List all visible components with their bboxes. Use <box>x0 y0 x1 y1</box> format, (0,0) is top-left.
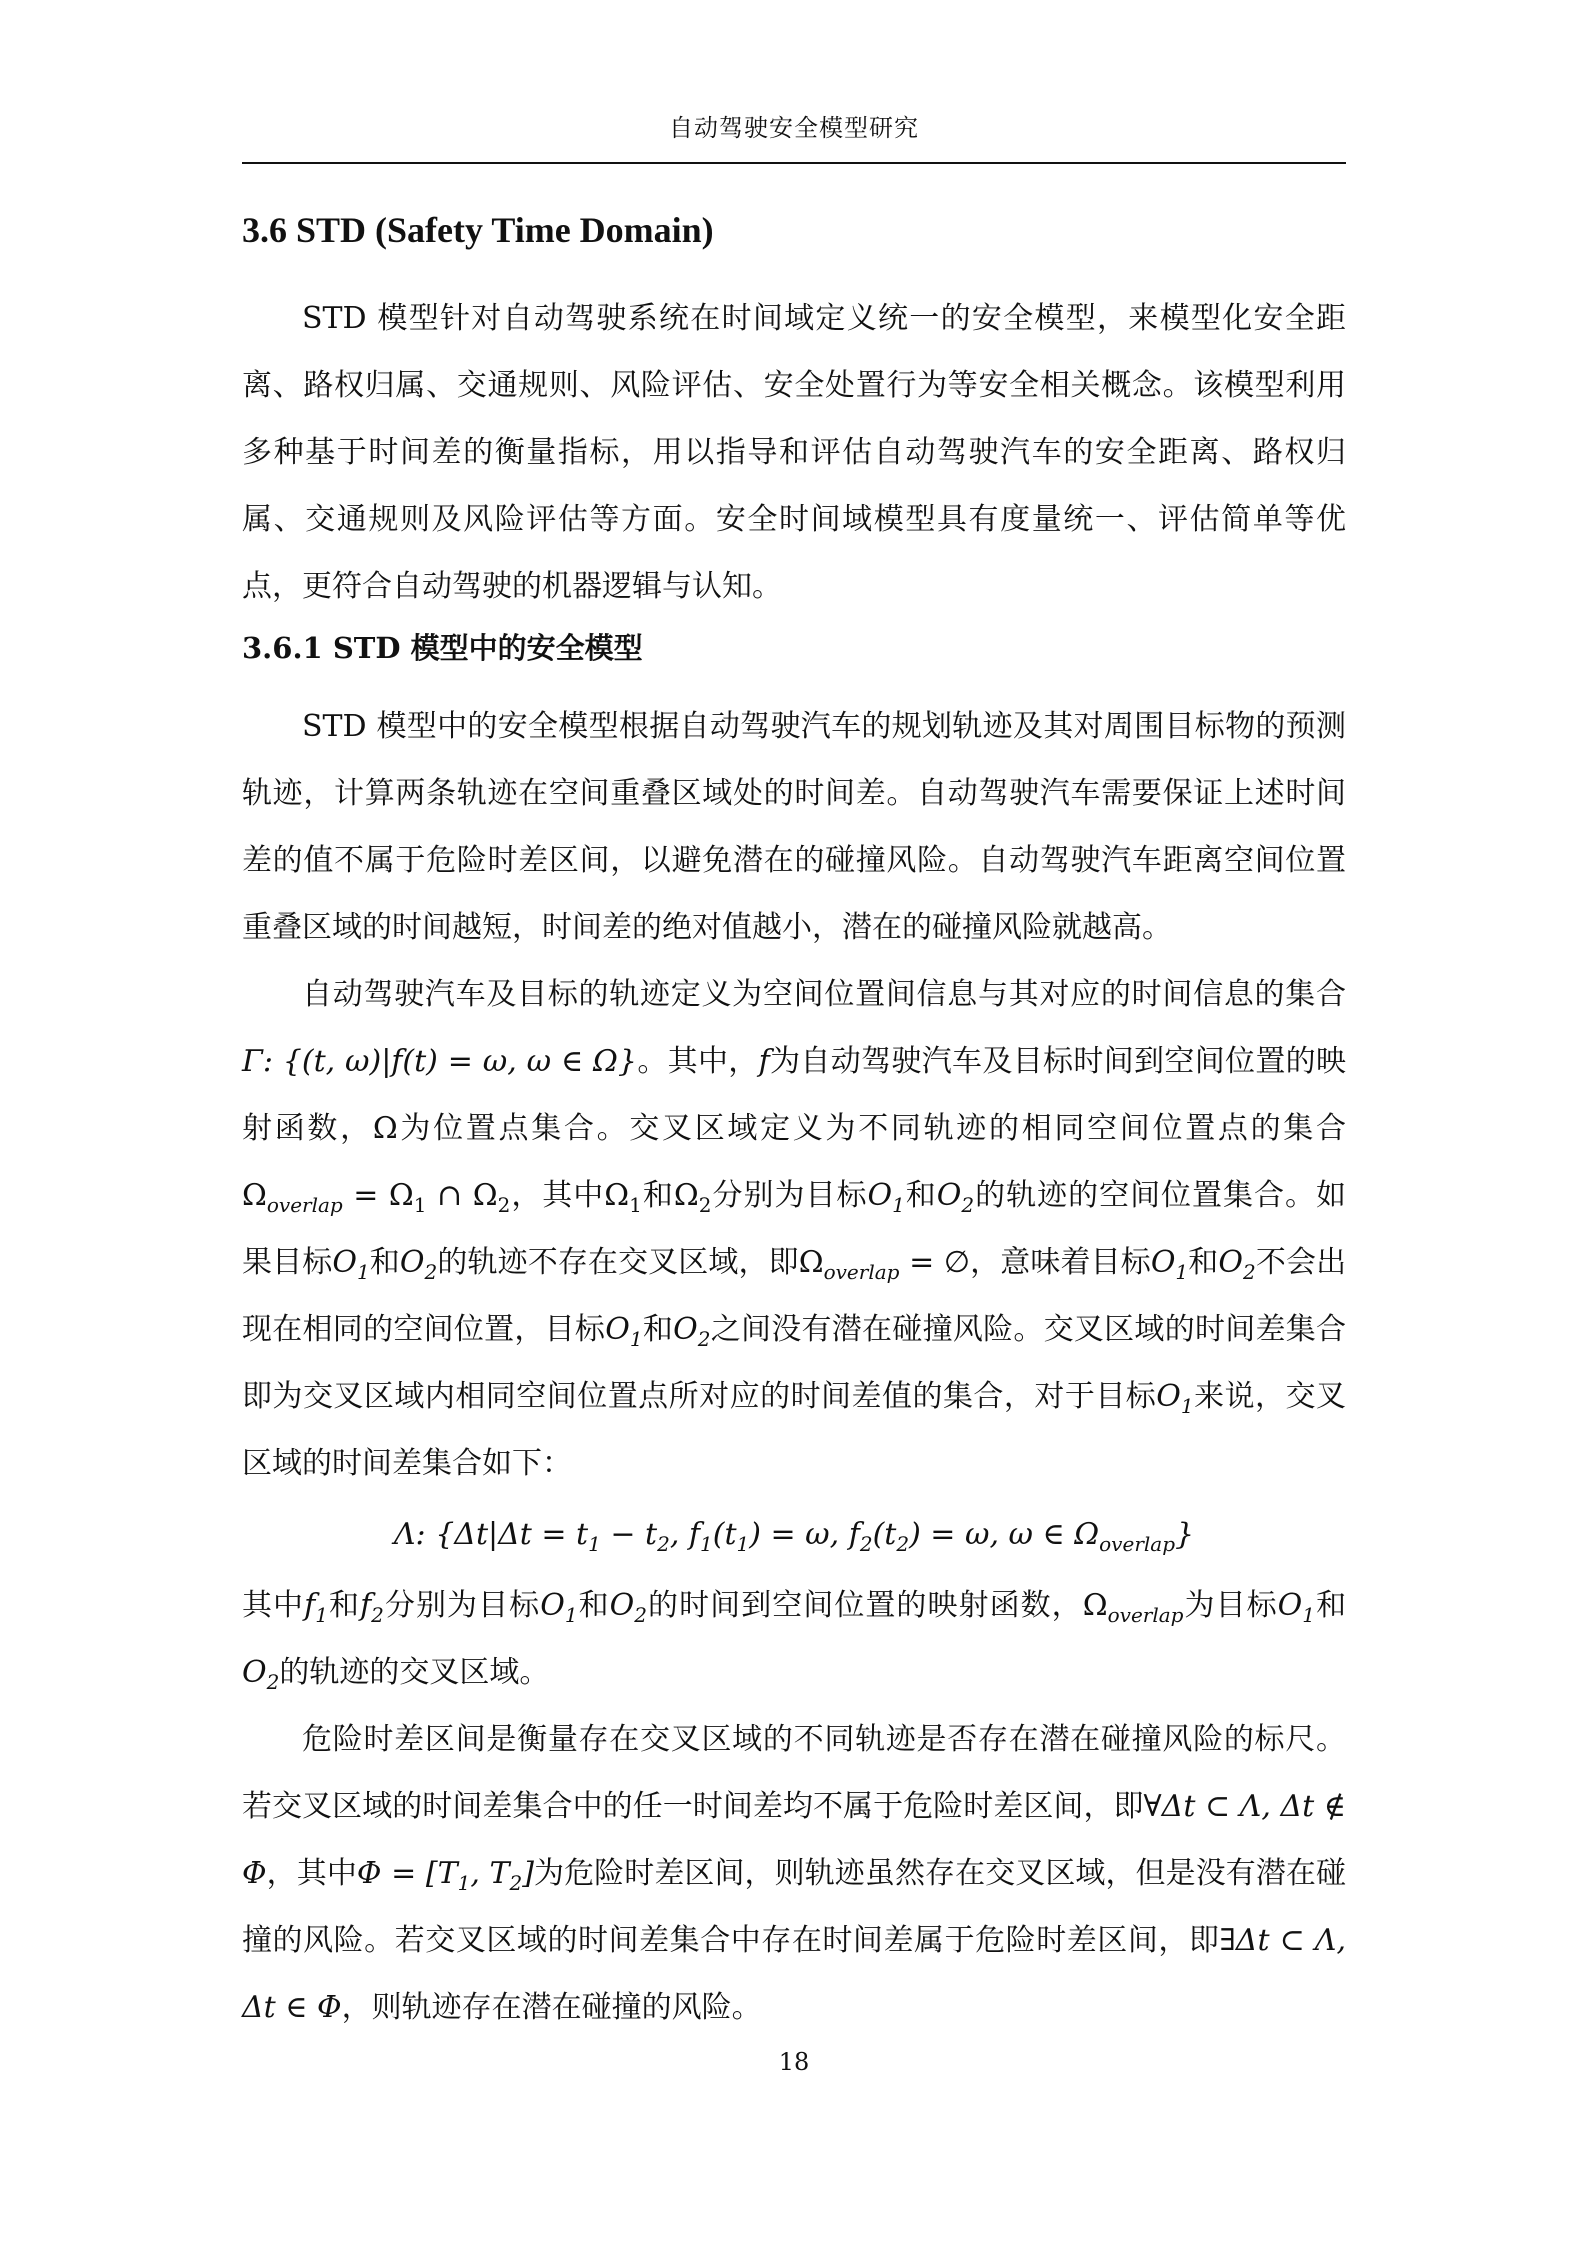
mapping-function-paragraph: 其中$f_1$和$f_2$分别为目标$O_1$和$O_2$的时间到空间位置的映射函数，$\Omega_{overlap}$为目标$O_1$和$O_2$的轨迹的交叉区域。 <box>242 1588 1347 1694</box>
danger-interval-paragraph: 危险时差区间是衡量存在交叉区域的不同轨迹是否存在潜在碰撞风险的标尺。若交叉区域的时间差集合中的任一时间差均不属于危险时差区间，即∀Δt ⊂ Λ, Δt ∉ Φ，其中$\Phi = [T_1$, $T_2$]为危险时差区间，则轨迹虽然存在交叉区域，但是没有潜在碰撞的风险。若交叉区域的时间差集合中存在时间差属于危险时差区间，即∃Δt ⊂ Λ, Δt ∈ Φ，则轨迹存在潜在碰撞的风险。 <box>242 1722 1346 2025</box>
overlap-formula: $\Omega_{overlap} = \Omega_1$ ∩ $\Omega_2$ <box>242 1178 511 1217</box>
section-heading: 3.6 STD (Safety Time Domain) <box>242 210 714 250</box>
trajectory-set-formula: Γ: {(t, ω)|f(t) = ω, ω ∈ Ω} <box>242 1044 637 1079</box>
subsection-paragraph-1: STD 模型中的安全模型根据自动驾驶汽车的规划轨迹及其对周围目标物的预测轨迹，计算两条轨迹在空间重叠区域处的时间差。自动驾驶汽车需要保证上述时间差的值不属于危险时差区间，以避免潜在的碰撞风险。自动驾驶汽车距离空间位置重叠区域的时间越短，时间差的绝对值越小，潜在的碰撞风险就越高。 <box>242 709 1346 945</box>
page-number: 18 <box>778 2048 810 2076</box>
subsection-heading: 3.6.1 STD 模型中的安全模型 <box>242 631 643 665</box>
running-header: 自动驾驶安全模型研究 <box>669 114 919 142</box>
page-body <box>242 205 1346 2041</box>
time-difference-set-equation: Λ: {$\Delta t|\Delta t = t_1 - t_2$, $f_1(t_1) = \omega$, $f_2(t_2) = \omega$, ω ∈ $\Omega_{overlap}$} <box>393 1517 1195 1556</box>
section-paragraph: STD 模型针对自动驾驶系统在时间域定义统一的安全模型，来模型化安全距离、路权归属、交通规则、风险评估、安全处置行为等安全相关概念。该模型利用多种基于时间差的衡量指标，用以指导和评估自动驾驶汽车的安全距离、路权归属、交通规则及风险评估等方面。安全时间域模型具有度量统一、评估简单等优点，更符合自动驾驶的机器逻辑与认知。 <box>242 301 1346 604</box>
header-rule <box>242 162 1346 164</box>
trajectory-definition-paragraph: 自动驾驶汽车及目标的轨迹定义为空间位置间信息与其对应的时间信息的集合Γ: {(t, ω)|f(t) = ω, ω ∈ Ω}。其中，f为自动驾驶汽车及目标时间到空间位置的映射函数，Ω为位置点集合。交叉区域定义为不同轨迹的相同空间位置点的集合$\Omega_{overlap} = \Omega_1$ ∩ $\Omega_2$，其中$\Omega_1$和$\Omega_2$分别为目标$O_1$和$O_2$的轨迹的空间位置集合。如果目标$O_1$和$O_2$的轨迹不存在交叉区域，即$\Omega_{overlap}$ = ∅，意味着目标$O_1$和$O_2$不会出现在相同的空间位置，目标$O_1$和$O_2$之间没有潜在碰撞风险。交叉区域的时间差集合即为交叉区域内相同空间位置点所对应的时间差值的集合，对于目标$O_1$来说，交叉区域的时间差集合如下： <box>242 977 1347 1481</box>
